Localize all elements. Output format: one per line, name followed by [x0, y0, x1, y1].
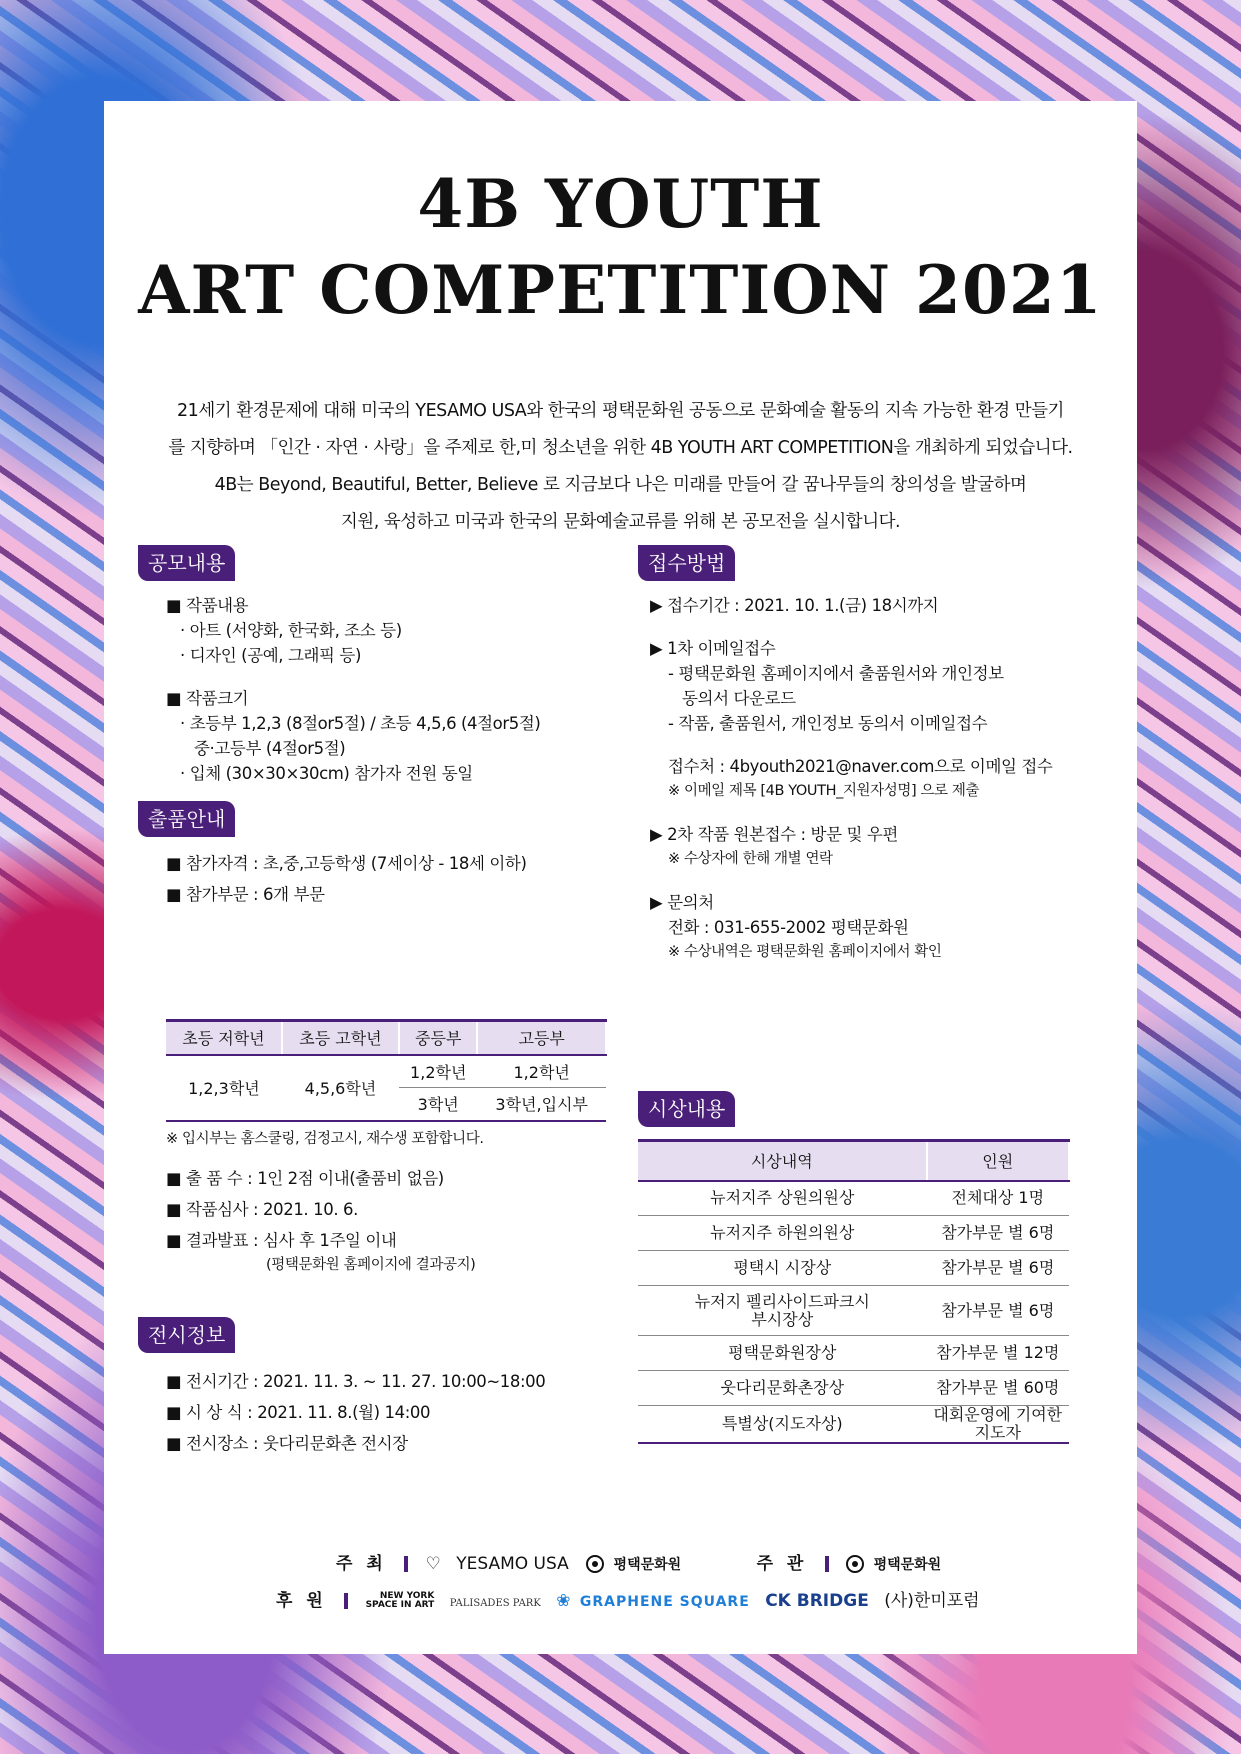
table-cell: 4,5,6학년	[282, 1055, 399, 1121]
table-row	[638, 1286, 1069, 1336]
divider	[825, 1556, 829, 1572]
table-cell: 참가부문 별 6명	[927, 1286, 1069, 1336]
table-header: 초등 저학년	[166, 1021, 282, 1055]
table-row	[638, 1216, 1069, 1251]
contest-line: · 입체 (30×30×30cm) 참가자 전원 동일	[180, 764, 473, 783]
title-line-2: ART COMPETITION 2021	[138, 251, 1103, 329]
table-cell: 뉴저지주 하원의원상	[638, 1216, 927, 1251]
table-cell: 참가부문 별 6명	[927, 1251, 1069, 1286]
culture-center-emblem-icon	[586, 1555, 604, 1573]
table-cell: 전체대상 1명	[927, 1181, 1069, 1216]
table-cell: 특별상(지도자상)	[638, 1406, 927, 1444]
intro-text	[104, 393, 1137, 541]
divider	[344, 1593, 348, 1609]
entry-note: ※ 입시부는 홈스쿨링, 검정고시, 재수생 포함합니다.	[166, 1131, 484, 1147]
table-row	[638, 1406, 1069, 1444]
poster-sheet	[104, 101, 1137, 1654]
table-row	[166, 1055, 606, 1088]
exhibit-period: ■ 전시기간 : 2021. 11. 3. ~ 11. 27. 10:00~18:00	[166, 1372, 546, 1391]
table-header-row	[638, 1141, 1069, 1181]
exhibit-heading: 전시정보	[138, 1317, 235, 1353]
categories-text: ■ 참가부문 : 6개 부문	[166, 885, 325, 904]
table-cell: 참가부문 별 6명	[927, 1216, 1069, 1251]
apply-contact: ▶ 문의처	[650, 893, 714, 912]
organizer-label: 주 관	[756, 1554, 808, 1574]
organizer-name: 평택문화원	[873, 1557, 942, 1573]
apply-period: ▶ 접수기간 : 2021. 10. 1.(금) 18시까지	[650, 596, 939, 615]
awards-heading: 시상내용	[638, 1091, 735, 1127]
table-cell: 평택문화원장상	[638, 1336, 927, 1371]
intro-line: 21세기 환경문제에 대해 미국의 YESAMO USA와 한국의 평택문화원 공동으로 문화예술 활동의 지속 가능한 환경 만들기	[177, 401, 1064, 421]
intro-line: 를 지향하며 「인간 · 자연 · 사랑」을 주제로 한,미 청소년을 위한 4B YOUTH ART COMPETITION을 개최하게 되었습니다.	[168, 438, 1073, 458]
contest-line: · 디자인 (공예, 그래픽 등)	[180, 646, 361, 665]
contest-line: ■ 작품내용	[166, 596, 249, 615]
sponsor-space-in-art-name: SPACE IN ART	[365, 1600, 435, 1610]
divider	[404, 1556, 408, 1572]
exhibit-ceremony: ■ 시 상 식 : 2021. 11. 8.(월) 14:00	[166, 1403, 431, 1422]
table-header: 초등 고학년	[282, 1021, 399, 1055]
contest-line: 중·고등부 (4절or5절)	[194, 739, 346, 758]
apply-second: ▶ 2차 작품 원본접수 : 방문 및 우편	[650, 825, 898, 844]
sponsor-korea-us-forum: (사)한미포럼	[884, 1591, 980, 1611]
sponsor-ck-bridge: CK BRIDGE	[765, 1591, 869, 1611]
table-row	[638, 1181, 1069, 1216]
entry-rules	[166, 1127, 484, 1278]
host-yesamo: YESAMO USA	[456, 1554, 569, 1574]
heart-icon: ♡	[425, 1554, 441, 1574]
apply-second-note: ※ 수상자에 한해 개별 연락	[668, 851, 833, 867]
contest-line: ■ 작품크기	[166, 689, 249, 708]
table-cell: 웃다리문화촌장상	[638, 1371, 927, 1406]
table-cell: 평택시 시장상	[638, 1251, 927, 1286]
category-table	[166, 1019, 607, 1122]
table-cell: 1,2학년	[477, 1055, 606, 1088]
culture-center-emblem-icon	[846, 1555, 864, 1573]
apply-address-note: ※ 이메일 제목 [4B YOUTH_지원자성명] 으로 제출	[668, 783, 980, 799]
table-row	[638, 1371, 1069, 1406]
sponsor-label: 후 원	[276, 1591, 327, 1611]
table-cell: 1,2학년	[399, 1055, 477, 1088]
table-header-row	[166, 1021, 606, 1055]
contest-line: · 아트 (서양화, 한국화, 조소 등)	[180, 621, 402, 640]
apply-first-1: - 평택문화원 홈페이지에서 출품원서와 개인정보	[668, 664, 1004, 683]
entry-result-note: (평택문화원 홈페이지에 결과공지)	[266, 1257, 476, 1273]
intro-line: 4B는 Beyond, Beautiful, Better, Believe 로 지금보다 나은 미래를 만들어 갈 꿈나무들의 창의성을 발굴하며	[214, 475, 1027, 495]
apply-address: 접수처 : 4byouth2021@naver.com으로 이메일 접수	[668, 757, 1053, 776]
table-header: 고등부	[477, 1021, 606, 1055]
host-culture-center: 평택문화원	[613, 1557, 682, 1573]
eligibility-text: ■ 참가자격 : 초,중,고등학생 (7세이상 - 18세 이하)	[166, 854, 527, 873]
table-header: 시상내역	[638, 1141, 927, 1181]
sponsor-space-in-art	[366, 1592, 435, 1610]
graphene-icon: ❀	[556, 1591, 571, 1611]
entry-judging: ■ 작품심사 : 2021. 10. 6.	[166, 1200, 358, 1219]
awards-table	[638, 1139, 1070, 1444]
table-header: 중등부	[399, 1021, 477, 1055]
apply-details	[650, 593, 1052, 965]
sponsor-graphene-square: GRAPHENE SQUARE	[579, 1594, 750, 1610]
exhibit-venue: ■ 전시장소 : 웃다리문화촌 전시장	[166, 1434, 408, 1453]
table-cell: 3학년	[399, 1088, 477, 1121]
table-cell: 3학년,입시부	[477, 1088, 606, 1121]
contest-line: · 초등부 1,2,3 (8절or5절) / 초등 4,5,6 (4절or5절)	[180, 714, 541, 733]
apply-first-1b: 동의서 다운로드	[682, 689, 796, 708]
sponsor-space-in-art-top: NEW YORK	[379, 1591, 435, 1601]
table-cell: 뉴저지 펠리사이드파크시 부시장상	[638, 1286, 927, 1336]
apply-first-2: - 작품, 출품원서, 개인정보 동의서 이메일접수	[668, 714, 988, 733]
table-row	[638, 1336, 1069, 1371]
apply-contact-phone: 전화 : 031-655-2002 평택문화원	[668, 918, 909, 937]
table-cell: 1,2,3학년	[166, 1055, 282, 1121]
entry-count: ■ 출 품 수 : 1인 2점 이내(출품비 없음)	[166, 1169, 444, 1188]
sponsor-palisades-park: PALISADES PARK	[449, 1598, 541, 1609]
entry-eligibility	[166, 851, 527, 907]
apply-heading: 접수방법	[638, 545, 735, 581]
entry-result: ■ 결과발표 : 심사 후 1주일 이내	[166, 1231, 397, 1250]
apply-contact-note: ※ 수상내역은 평택문화원 홈페이지에서 확인	[668, 944, 942, 960]
table-header: 인원	[927, 1141, 1069, 1181]
contest-heading: 공모내용	[138, 545, 235, 581]
contest-details	[166, 593, 540, 786]
title-line-1: 4B YOUTH	[417, 165, 824, 243]
intro-line: 지원, 육성하고 미국과 한국의 문화예술교류를 위해 본 공모전을 실시합니다.	[340, 512, 901, 532]
footer-sponsors	[104, 1586, 1137, 1611]
host-label: 주 최	[336, 1554, 387, 1574]
table-cell: 참가부문 별 60명	[927, 1371, 1069, 1406]
table-cell: 참가부문 별 12명	[927, 1336, 1069, 1371]
exhibit-details	[166, 1369, 545, 1456]
table-cell: 뉴저지주 상원의원상	[638, 1181, 927, 1216]
table-row	[638, 1251, 1069, 1286]
apply-first: ▶ 1차 이메일접수	[650, 639, 776, 658]
footer-hosts	[104, 1549, 1137, 1574]
entry-heading: 출품안내	[138, 801, 235, 837]
table-cell: 대회운영에 기여한 지도자	[927, 1406, 1069, 1444]
